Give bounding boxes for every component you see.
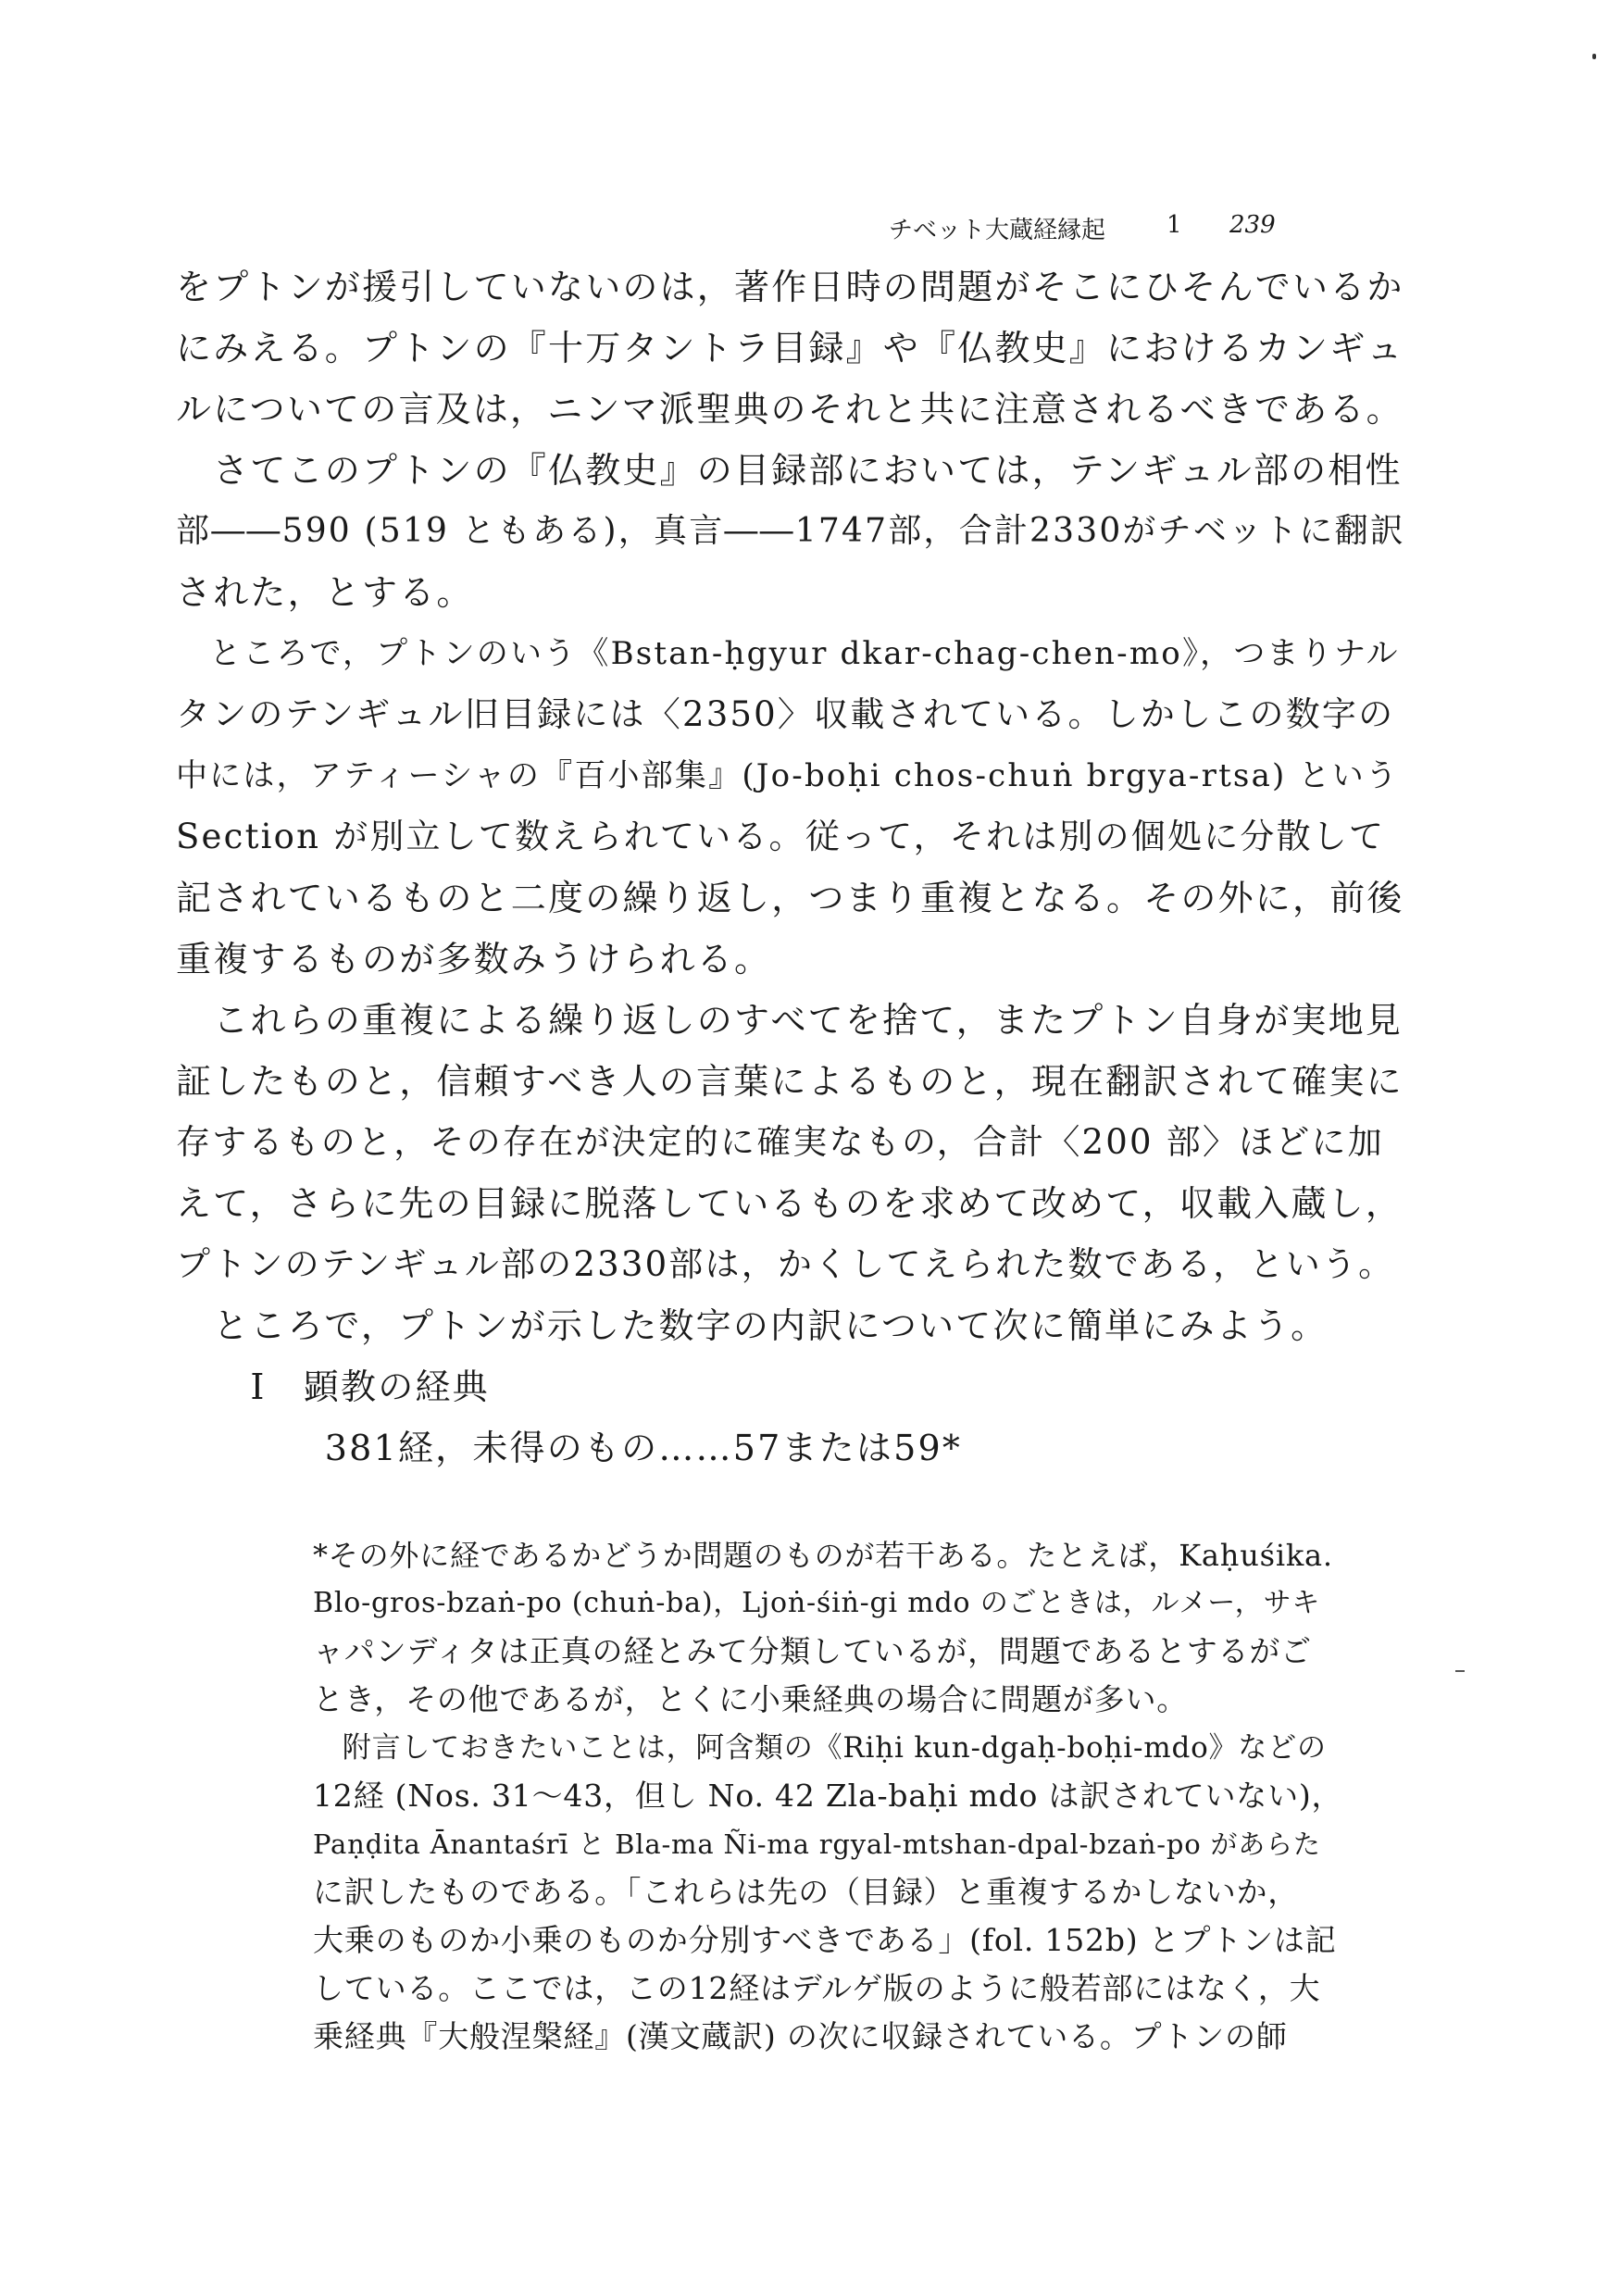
page-number: 239 xyxy=(1229,211,1276,239)
body-line: これらの重複による繰り返しのすべてを捨て，またプトン自身が実地見 xyxy=(176,1000,1404,1041)
body-line: 存するものと，その存在が決定的に確実なもの，合計〈200 部〉ほどに加 xyxy=(176,1122,1384,1162)
footnote-line: 大乗のものか小乗のものか分別すべきである」(fol. 152b) とプトンは記 xyxy=(313,1922,1337,1958)
body-line: えて，さらに先の目録に脱落しているものを求めて改めて，収載入蔵し， xyxy=(176,1183,1404,1224)
body-line: ルについての言及は，ニンマ派聖典のそれと共に注意されるべきである。 xyxy=(176,389,1404,430)
footnote-line: している。ここでは，この12経はデルゲ版のように般若部にはなく，大 xyxy=(313,1970,1321,2006)
scan-mark xyxy=(1455,1670,1465,1672)
running-header-volume: 1 xyxy=(1167,211,1182,239)
footnote-line: 附言しておきたいことは，阿含類の《Riḥi kun-dgaḥ-boḥi-mdo》などの xyxy=(313,1731,1327,1765)
body-line: 部――590 (519 ともある)，真言――1747部，合計2330がチベットに翻訳 xyxy=(176,512,1406,550)
footnote-line: Blo-gros-bzaṅ-po (chuṅ-ba)，Ljoṅ-śiṅ-gi mdo のごときは，ルメー，サキ xyxy=(313,1587,1321,1619)
body-line: にみえる。プトンの『十万タントラ目録』や『仏教史』におけるカンギュ xyxy=(176,328,1404,368)
footnote-line: に訳したものである。「これらは先の（目録）と重複するかしないか， xyxy=(313,1874,1300,1910)
running-header-title: チベット大蔵経縁起 xyxy=(889,217,1106,244)
body-line: 中には，アティーシャの『百小部集』(Jo-boḥi chos-chuṅ brgya-rtsa) という xyxy=(176,757,1400,794)
footnote-line: 乗経典『大般涅槃経』(漢文蔵訳) の次に収録されている。プトンの師 xyxy=(313,2018,1288,2054)
section-heading: Ⅰ 顕教の経典 xyxy=(176,1366,490,1407)
footnote-line: Paṇḍita Ānantaśrī と Bla-ma Ñi-ma rgyal-mtshan-dpal-bzaṅ-po があらた xyxy=(313,1828,1321,1860)
body-line: Section が別立して数えられている。従って，それは別の個処に分散して xyxy=(176,817,1386,856)
body-line: 証したものと，信頼すべき人の言葉によるものと，現在翻訳されて確実に xyxy=(176,1061,1404,1102)
footnote-line: 12経 (Nos. 31～43，但し No. 42 Zla-baḥi mdo は訳されていない)， xyxy=(313,1778,1343,1814)
body-line: をプトンが援引していないのは，著作日時の問題がそこにひそんでいるか xyxy=(176,267,1404,307)
section-summary: 381経，未得のもの……57または59* xyxy=(176,1428,963,1468)
body-line: プトンのテンギュル部の2330部は，かくしてえられた数である，という。 xyxy=(176,1244,1395,1284)
body-line: 記されているものと二度の繰り返し，つまり重複となる。その外に，前後 xyxy=(176,878,1404,918)
footnote-line: とき，その他であるが，とくに小乗経典の場合に問題が多い。 xyxy=(313,1681,1189,1717)
scan-speck xyxy=(1592,54,1596,59)
body-line: 重複するものが多数みうけられる。 xyxy=(176,939,772,980)
body-line: タンのテンギュル旧目録には〈2350〉収載されている。しかしこの数字の xyxy=(176,694,1395,734)
body-line: ところで，プトンが示した数字の内訳について次に簡単にみよう。 xyxy=(176,1305,1329,1346)
body-line: ところで，プトンのいう《Bstan-ḥgyur dkar-chag-chen-mo》，つまりナル xyxy=(176,635,1400,672)
footnote-line: *その外に経であるかどうか問題のものが若干ある。たとえば，Kaḥuśika. xyxy=(313,1538,1333,1573)
running-header xyxy=(889,206,1278,246)
body-line: された，とする。 xyxy=(176,572,474,613)
footnote-line: ャパンディタは正真の経とみて分類しているが，問題であるとするがご xyxy=(313,1633,1312,1669)
body-line: さてこのプトンの『仏教史』の目録部においては，テンギュル部の相性 xyxy=(176,450,1403,491)
